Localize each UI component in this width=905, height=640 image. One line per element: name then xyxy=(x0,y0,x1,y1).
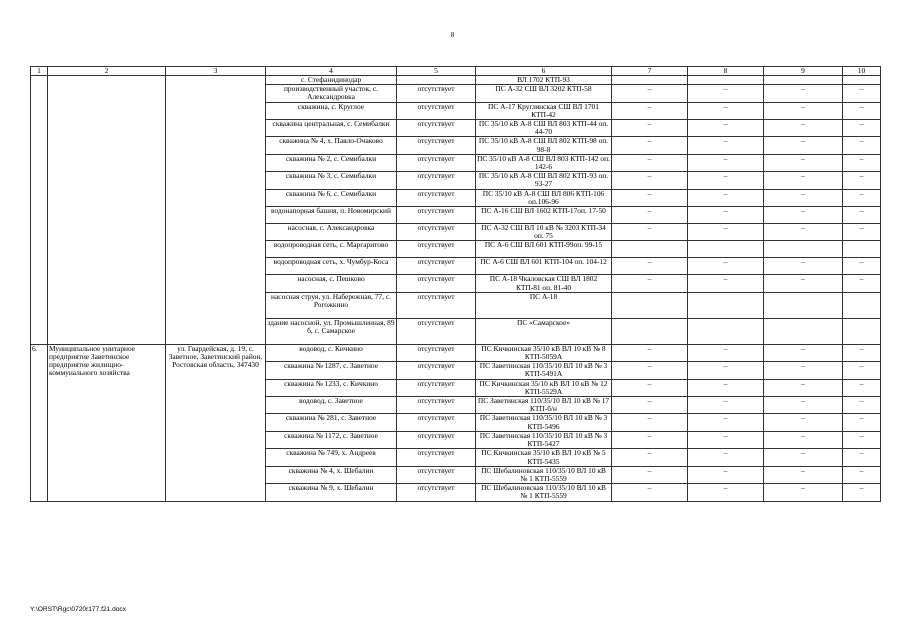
power-source-cell: ПС 35/10 кВ А-8 СШ ВЛ 802 КТП-98 оп. 98-8 xyxy=(476,137,612,154)
dash-cell: – xyxy=(843,397,881,414)
dash-cell: – xyxy=(688,414,764,431)
status-cell: отсутствует xyxy=(397,362,476,379)
status-cell: отсутствует xyxy=(397,484,476,501)
dash-cell: – xyxy=(843,362,881,379)
power-source-cell: ПС А-6 СШ ВЛ 601 КТП-99оп. 99-15 xyxy=(476,241,612,258)
number-cell xyxy=(31,76,48,345)
dash-cell: – xyxy=(764,224,843,241)
power-source-cell: ПС Заветинская 110/35/10 ВЛ 10 кВ № 3 КТП-5427 xyxy=(476,431,612,448)
power-source-cell: ПС А-16 СШ ВЛ 1602 КТП-17оп. 17-50 xyxy=(476,207,612,224)
status-cell: отсутствует xyxy=(397,207,476,224)
dash-cell: – xyxy=(764,85,843,102)
dash-cell: – xyxy=(688,449,764,466)
object-name-cell: здание насосной, ул. Промышленная, 89 б, с. Самарское xyxy=(266,318,397,344)
dash-cell xyxy=(688,241,764,258)
dash-cell: – xyxy=(612,275,688,292)
dash-cell: – xyxy=(612,189,688,206)
dash-cell: – xyxy=(612,466,688,483)
dash-cell xyxy=(843,241,881,258)
object-name-cell: скважина, с. Круглое xyxy=(266,102,397,119)
file-path-footer: Y:\ORST\Rgc\0720r177.f21.docx xyxy=(30,606,127,613)
object-name-cell: скважина № 1172, с. Заветное xyxy=(266,431,397,448)
object-name-cell: скважина № 6, с. Семибалки xyxy=(266,189,397,206)
dash-cell: – xyxy=(612,154,688,171)
dash-cell: – xyxy=(843,120,881,137)
object-name-cell: насосная, с. Пешково xyxy=(266,275,397,292)
power-source-cell: ПС 35/10 кВ А-8 СШ ВЛ 802 КТП-93 оп. 93-27 xyxy=(476,172,612,189)
status-cell: отсутствует xyxy=(397,102,476,119)
object-name-cell: водовод, с. Кичкино xyxy=(266,344,397,361)
status-cell: отсутствует xyxy=(397,224,476,241)
address-cell xyxy=(166,76,266,345)
dash-cell: – xyxy=(612,172,688,189)
object-name-cell: водовод, с. Заветное xyxy=(266,397,397,414)
dash-cell xyxy=(843,318,881,344)
status-cell: отсутствует xyxy=(397,258,476,275)
status-cell: отсутствует xyxy=(397,120,476,137)
dash-cell: – xyxy=(764,484,843,501)
dash-cell: – xyxy=(612,120,688,137)
dash-cell: – xyxy=(843,172,881,189)
object-name-cell: скважина № 1287, с. Заветное xyxy=(266,362,397,379)
dash-cell: – xyxy=(843,379,881,396)
dash-cell: – xyxy=(688,397,764,414)
dash-cell: – xyxy=(843,431,881,448)
dash-cell: – xyxy=(612,484,688,501)
dash-cell: – xyxy=(612,414,688,431)
status-cell xyxy=(397,76,476,85)
dash-cell: – xyxy=(764,431,843,448)
dash-cell: – xyxy=(843,137,881,154)
dash-cell xyxy=(764,76,843,85)
object-name-cell: производственный участок, с. Александровка xyxy=(266,85,397,102)
dash-cell: – xyxy=(688,189,764,206)
power-source-cell: ПС Кичкинская 35/10 кВ ВЛ 10 кВ № 12 КТП-5529А xyxy=(476,379,612,396)
power-source-cell: ПС А-32 СШ ВЛ 10 кВ № 3203 КТП-34 оп. 75 xyxy=(476,224,612,241)
dash-cell: – xyxy=(612,379,688,396)
power-source-cell: ПС Шебалиновская 110/35/10 ВЛ 10 кВ № 1 КТП-5559 xyxy=(476,484,612,501)
dash-cell xyxy=(764,241,843,258)
status-cell: отсутствует xyxy=(397,275,476,292)
data-table xyxy=(30,66,881,502)
status-cell: отсутствует xyxy=(397,466,476,483)
power-source-cell: ПС А-18 xyxy=(476,292,612,318)
status-cell: отсутствует xyxy=(397,172,476,189)
object-name-cell: скважина № 3, с. Семибалки xyxy=(266,172,397,189)
status-cell: отсутствует xyxy=(397,344,476,361)
power-source-cell: ПС Заветинская 110/35/10 ВЛ 10 кВ № 17 КТП-б/н xyxy=(476,397,612,414)
object-name-cell: скважина № 281, с. Заветное xyxy=(266,414,397,431)
header-cell: 8 xyxy=(688,67,764,76)
dash-cell: – xyxy=(612,397,688,414)
dash-cell xyxy=(843,292,881,318)
dash-cell: – xyxy=(688,379,764,396)
power-source-cell: ПС Заветинская 110/35/10 ВЛ 10 кВ № 3 КТП-5491А xyxy=(476,362,612,379)
dash-cell xyxy=(612,241,688,258)
dash-cell: – xyxy=(688,275,764,292)
org-name: Муниципальное унитарное предприятие Заветинское предприятие жилищно-коммунального хозяйства xyxy=(48,344,166,501)
dash-cell: – xyxy=(764,102,843,119)
dash-cell: – xyxy=(764,449,843,466)
dash-cell xyxy=(612,292,688,318)
dash-cell: – xyxy=(843,154,881,171)
dash-cell: – xyxy=(688,258,764,275)
dash-cell: – xyxy=(688,102,764,119)
dash-cell: – xyxy=(688,362,764,379)
header-cell: 1 xyxy=(31,67,48,76)
org-number: 6. xyxy=(31,344,48,501)
status-cell: отсутствует xyxy=(397,431,476,448)
status-cell: отсутствует xyxy=(397,189,476,206)
dash-cell xyxy=(688,318,764,344)
dash-cell: – xyxy=(764,344,843,361)
status-cell: отсутствует xyxy=(397,379,476,396)
dash-cell: – xyxy=(612,449,688,466)
dash-cell: – xyxy=(612,207,688,224)
page-number: 8 xyxy=(450,31,455,39)
dash-cell xyxy=(688,292,764,318)
dash-cell xyxy=(764,318,843,344)
table-row xyxy=(31,344,881,361)
dash-cell: – xyxy=(764,172,843,189)
dash-cell: – xyxy=(612,85,688,102)
dash-cell: – xyxy=(612,344,688,361)
dash-cell: – xyxy=(764,379,843,396)
dash-cell: – xyxy=(843,484,881,501)
dash-cell: – xyxy=(843,102,881,119)
dash-cell: – xyxy=(764,137,843,154)
status-cell: отсутствует xyxy=(397,397,476,414)
dash-cell: – xyxy=(688,344,764,361)
status-cell: отсутствует xyxy=(397,85,476,102)
dash-cell: – xyxy=(612,431,688,448)
object-name-cell: с. Стефанидинодар xyxy=(266,76,397,85)
dash-cell xyxy=(843,76,881,85)
dash-cell: – xyxy=(843,224,881,241)
status-cell: отсутствует xyxy=(397,318,476,344)
object-name-cell: скважина № 749, х. Андреев xyxy=(266,449,397,466)
status-cell: отсутствует xyxy=(397,137,476,154)
object-name-cell: скважина № 9, х. Шебалин xyxy=(266,484,397,501)
dash-cell: – xyxy=(688,120,764,137)
dash-cell: – xyxy=(843,344,881,361)
dash-cell: – xyxy=(688,172,764,189)
dash-cell: – xyxy=(688,484,764,501)
power-source-cell: ПС Кичкинская 35/10 кВ ВЛ 10 кВ № 5 КТП-5435 xyxy=(476,449,612,466)
status-cell: отсутствует xyxy=(397,241,476,258)
dash-cell: – xyxy=(843,414,881,431)
dash-cell: – xyxy=(688,154,764,171)
dash-cell: – xyxy=(843,189,881,206)
dash-cell: – xyxy=(843,207,881,224)
dash-cell xyxy=(688,76,764,85)
dash-cell: – xyxy=(764,362,843,379)
power-source-cell: ПС А-32 СШ ВЛ 3202 КТП-58 xyxy=(476,85,612,102)
header-cell: 9 xyxy=(764,67,843,76)
power-source-cell: ПС Шебалиновская 110/35/10 ВЛ 10 кВ № 1 КТП-5559 xyxy=(476,466,612,483)
organization-cell xyxy=(48,76,166,345)
dash-cell: – xyxy=(764,154,843,171)
status-cell: отсутствует xyxy=(397,292,476,318)
header-cell: 10 xyxy=(843,67,881,76)
object-name-cell: скважина № 2, с. Семибалки xyxy=(266,154,397,171)
power-source-cell: ВЛ 1702 КТП-93 xyxy=(476,76,612,85)
dash-cell: – xyxy=(688,85,764,102)
header-cell: 3 xyxy=(166,67,266,76)
object-name-cell: водопроводная сеть, х. Чумбур-Коса xyxy=(266,258,397,275)
dash-cell: – xyxy=(843,275,881,292)
dash-cell: – xyxy=(764,258,843,275)
header-cell: 6 xyxy=(476,67,612,76)
dash-cell: – xyxy=(843,449,881,466)
dash-cell: – xyxy=(843,466,881,483)
power-source-cell: ПС Заветинская 110/35/10 ВЛ 10 кВ № 3 КТП-5496 xyxy=(476,414,612,431)
object-name-cell: водопроводная сеть, с. Маргаритово xyxy=(266,241,397,258)
dash-cell: – xyxy=(843,85,881,102)
dash-cell xyxy=(612,76,688,85)
dash-cell xyxy=(612,318,688,344)
power-source-cell: ПС А-18 Чкаловская СШ ВЛ 1802 КТП-81 оп. 81-40 xyxy=(476,275,612,292)
object-name-cell: скважина центральная, с. Семибалки xyxy=(266,120,397,137)
power-source-cell: ПС 35/10 кВ А-8 СШ ВЛ 803 КТП-142 оп. 142-6 xyxy=(477,154,610,172)
power-source-cell: ПС 35/10 кВ А-8 СШ ВЛ 803 КТП-44 оп. 44-70 xyxy=(476,120,612,137)
header-cell: 2 xyxy=(48,67,166,76)
header-cell: 4 xyxy=(266,67,397,76)
object-name-cell: скважина № 1233, с. Кичкино xyxy=(266,379,397,396)
dash-cell: – xyxy=(688,224,764,241)
dash-cell: – xyxy=(764,120,843,137)
power-source-cell: ПС А-6 СШ ВЛ 601 КТП-104 оп. 104-12 xyxy=(476,258,612,275)
dash-cell: – xyxy=(764,207,843,224)
dash-cell: – xyxy=(612,224,688,241)
header-cell: 5 xyxy=(397,67,476,76)
org-address: ул. Гвардейская, д. 19, с. Заветное, Заветинский район, Ростовская область, 347430 xyxy=(166,344,266,501)
dash-cell: – xyxy=(688,137,764,154)
dash-cell: – xyxy=(612,137,688,154)
dash-cell: – xyxy=(764,414,843,431)
dash-cell: – xyxy=(764,275,843,292)
power-source-cell: ПС Кичкинская 35/10 кВ ВЛ 10 кВ № 8 КТП-5059А xyxy=(476,344,612,361)
header-row xyxy=(31,67,881,76)
object-name-cell: насосная, с. Александровка xyxy=(266,224,397,241)
dash-cell: – xyxy=(843,258,881,275)
power-source-cell: ПС «Самарское» xyxy=(476,318,612,344)
dash-cell: – xyxy=(688,207,764,224)
table-row xyxy=(31,76,881,85)
dash-cell: – xyxy=(764,397,843,414)
status-cell: отсутствует xyxy=(397,449,476,466)
dash-cell: – xyxy=(688,466,764,483)
dash-cell: – xyxy=(612,362,688,379)
object-name-cell: скважина № 4, х. Шебалин xyxy=(266,466,397,483)
power-source-cell: ПС А-17 Круглянская СШ ВЛ 1701 КТП-42 xyxy=(476,102,612,119)
dash-cell: – xyxy=(612,102,688,119)
dash-cell: – xyxy=(688,431,764,448)
dash-cell xyxy=(764,292,843,318)
status-cell: отсутствует xyxy=(397,154,476,171)
dash-cell: – xyxy=(612,258,688,275)
status-cell: отсутствует xyxy=(397,414,476,431)
dash-cell: – xyxy=(764,466,843,483)
header-cell: 7 xyxy=(612,67,688,76)
dash-cell: – xyxy=(764,189,843,206)
object-name-cell: водонапорная башня, п. Новомирский xyxy=(266,207,397,224)
object-name-cell: насосная струя, ул. Набережная, 77, с. Рогожкино xyxy=(266,292,397,318)
power-source-cell: ПС 35/10 кВ А-8 СШ ВЛ 806 КТП-106 оп.106-96 xyxy=(476,189,612,206)
object-name-cell: скважина № 4, х. Павло-Очаково xyxy=(266,137,397,154)
